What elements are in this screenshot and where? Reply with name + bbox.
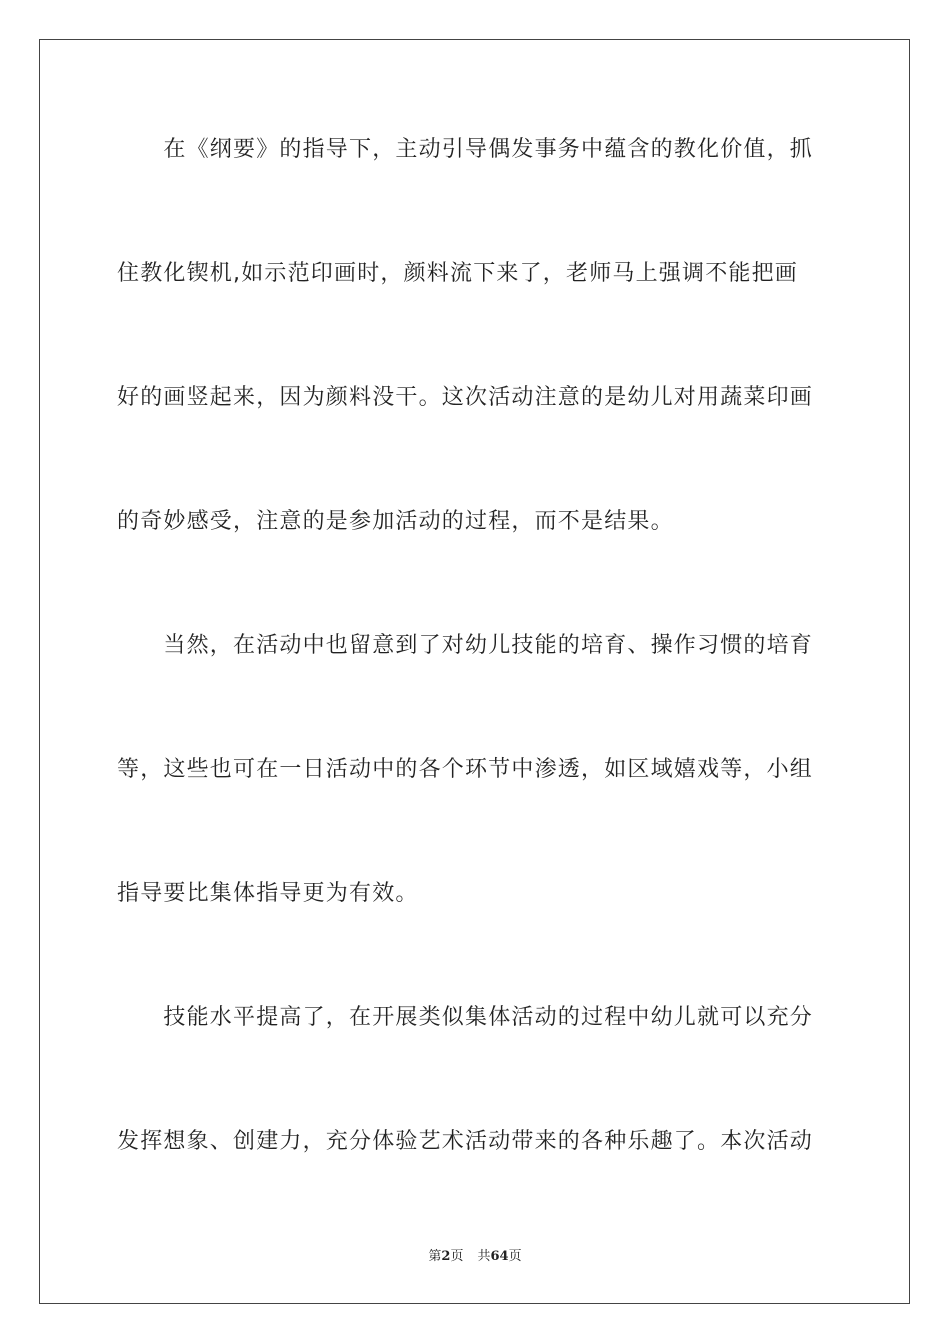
body-text-line: 住教化锲机,如示范印画时，颜料流下来了，老师马上强调不能把画: [117, 261, 798, 286]
body-text-line: 发挥想象、创建力，充分体验艺术活动带来的各种乐趣了。本次活动: [117, 1129, 814, 1154]
page-number: 2: [441, 1249, 451, 1264]
body-text-line: 好的画竖起来，因为颜料没干。这次活动注意的是幼儿对用蔬菜印画: [117, 385, 814, 410]
body-text-line: 技能水平提高了，在开展类似集体活动的过程中幼儿就可以充分: [117, 1005, 814, 1030]
body-text-line: 的奇妙感受，注意的是参加活动的过程，而不是结果。: [117, 509, 674, 534]
body-text-line: 指导要比集体指导更为有效。: [117, 881, 419, 906]
total-pages: 64: [490, 1249, 509, 1264]
body-text-line: 等，这些也可在一日活动中的各个环节中渗透，如区域嬉戏等，小组: [117, 757, 814, 782]
page-prefix: 第: [428, 1249, 442, 1264]
page-footer: [0, 1248, 950, 1266]
page-suffix: 页: [450, 1249, 464, 1264]
total-suffix: 页: [508, 1249, 522, 1264]
body-text-line: 当然，在活动中也留意到了对幼儿技能的培育、操作习惯的培育: [117, 633, 814, 658]
total-prefix: 共: [477, 1249, 491, 1264]
page-border: [39, 39, 910, 1304]
body-text-line: 在《纲要》的指导下，主动引导偶发事务中蕴含的教化价值，抓: [117, 137, 814, 162]
